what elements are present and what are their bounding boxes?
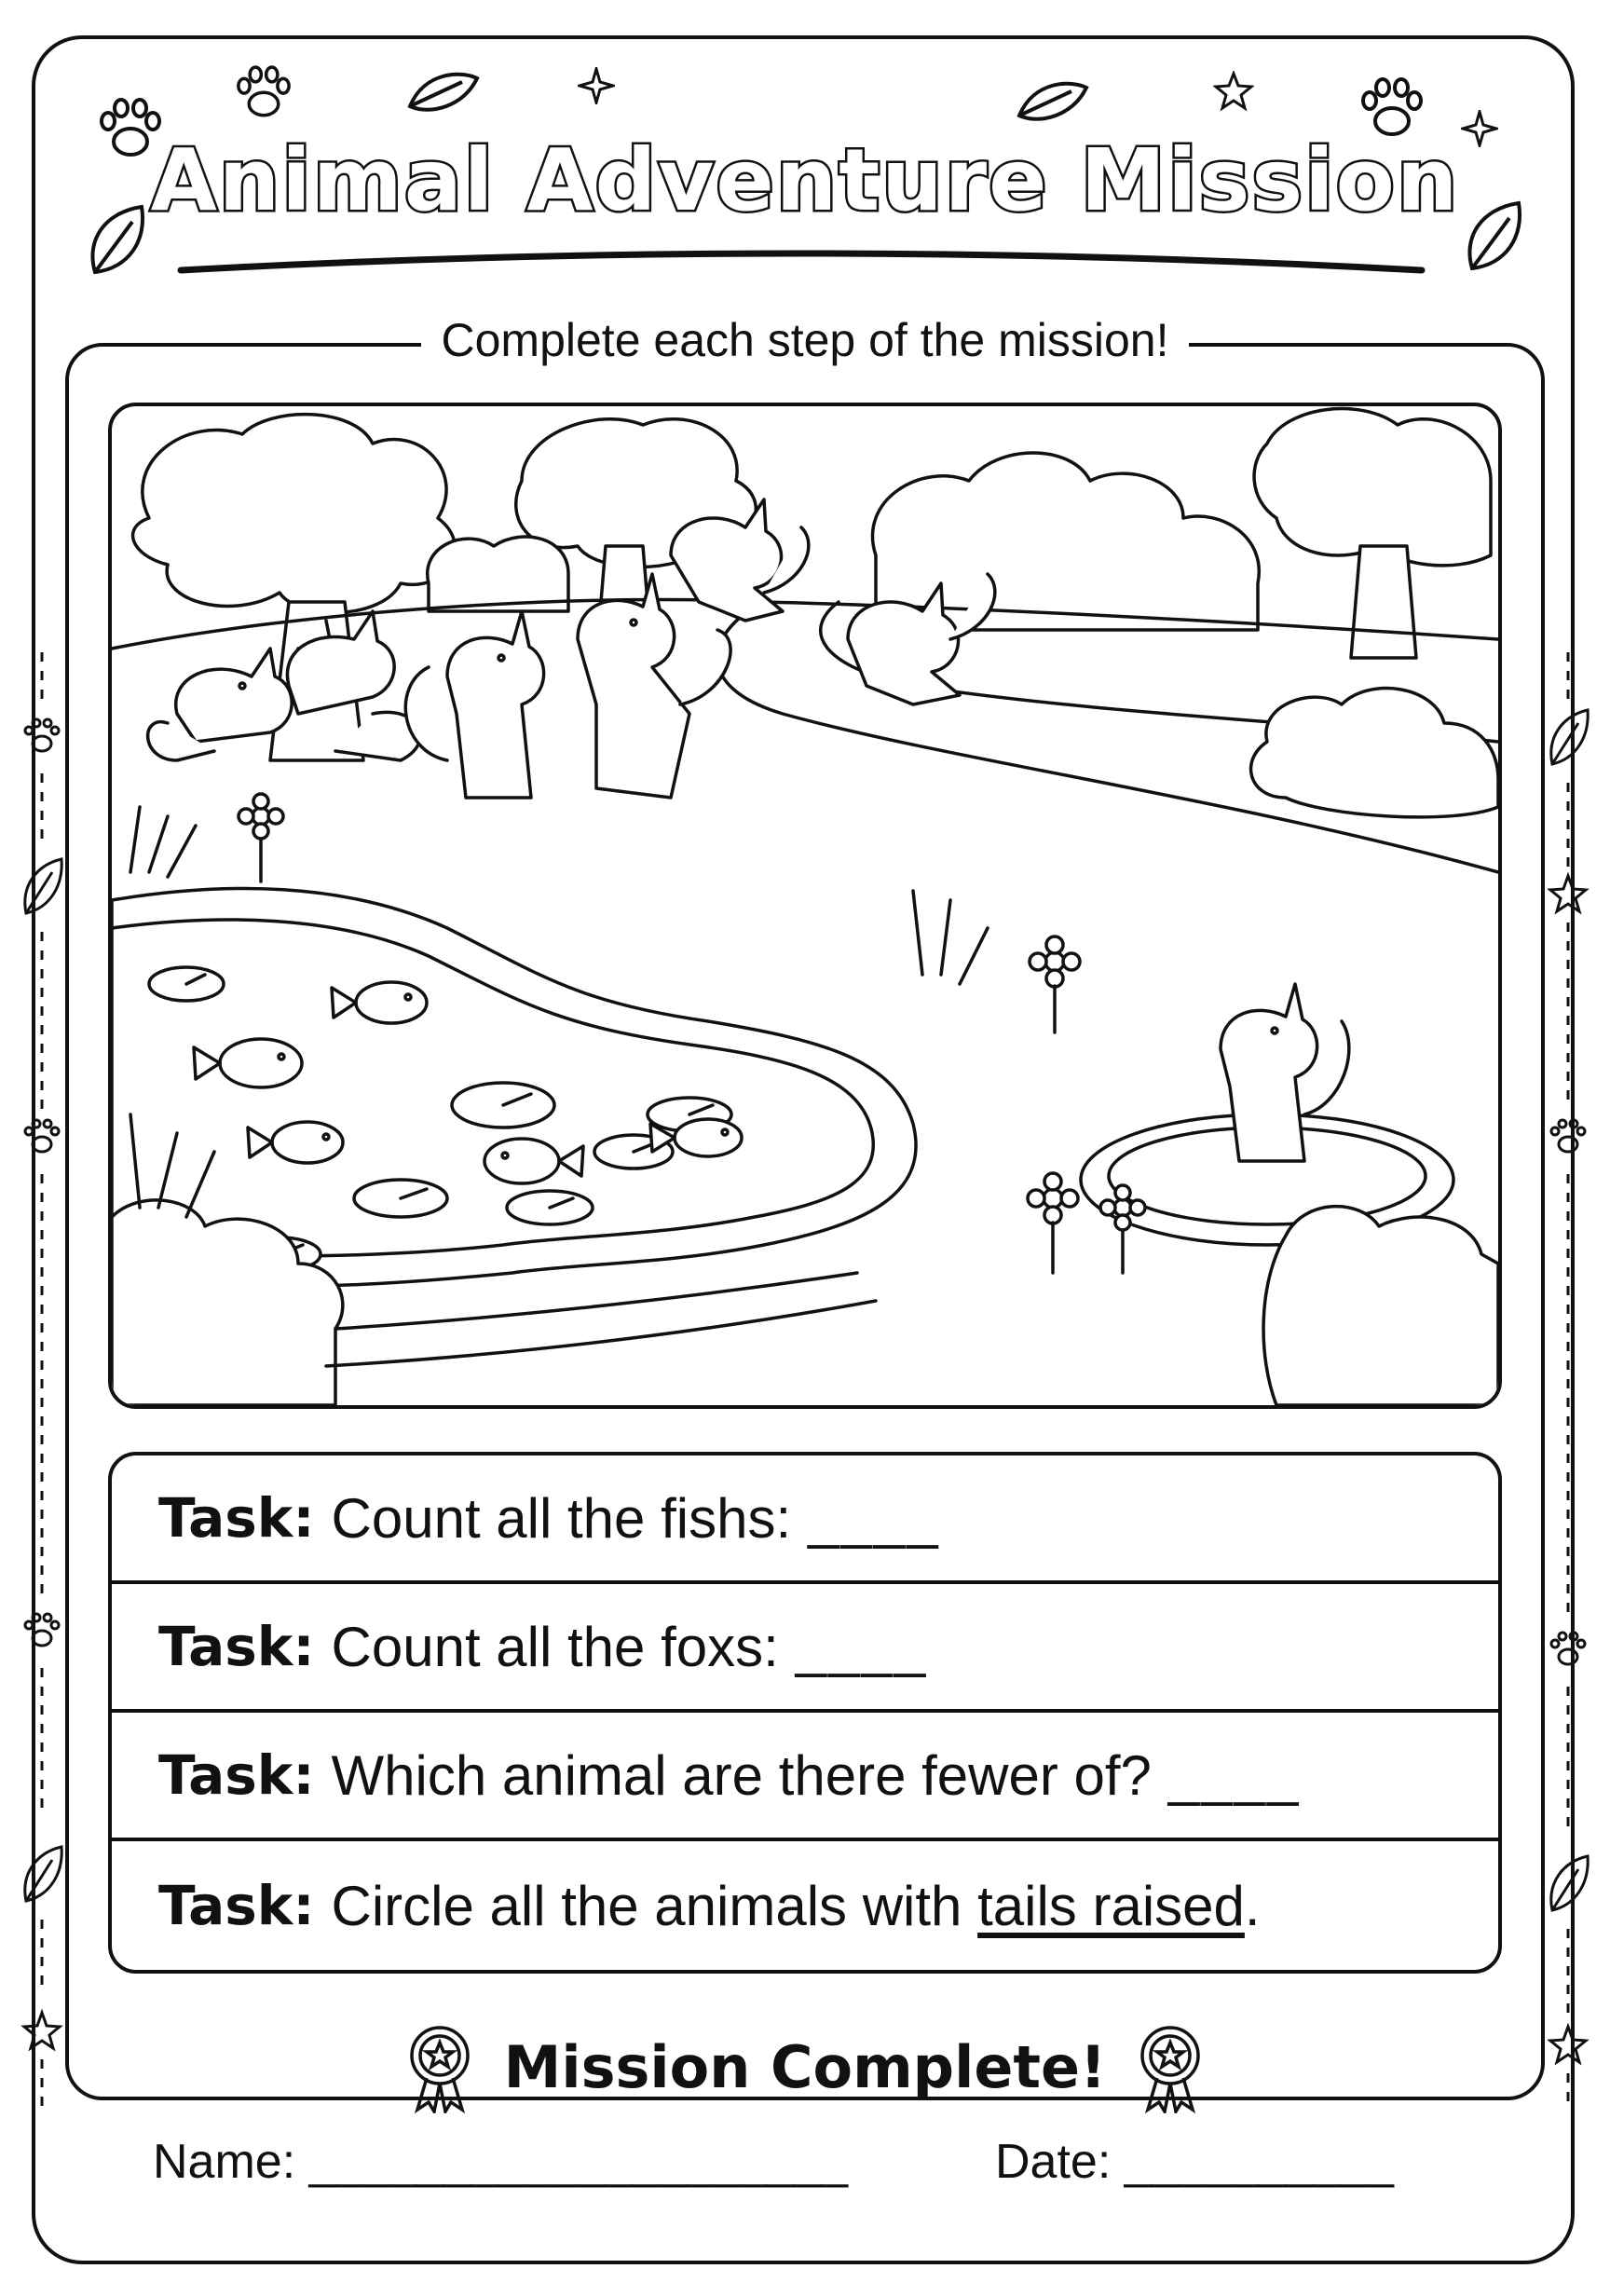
answer-blank[interactable]: ____ — [795, 1615, 928, 1678]
subtitle-area — [0, 313, 1610, 367]
star-icon — [1213, 71, 1254, 112]
title-underline — [177, 242, 1426, 280]
flower-icon — [239, 794, 283, 882]
lily-pad-icon — [149, 967, 224, 1001]
task-label: Task: — [158, 1615, 315, 1678]
date-field[interactable]: __________ — [1124, 2135, 1394, 2189]
flower-icon — [1030, 936, 1080, 1032]
answer-blank[interactable]: ____ — [808, 1486, 940, 1550]
paw-icon — [231, 62, 296, 127]
answer-blank[interactable]: ____ — [1167, 1743, 1301, 1807]
lily-pad-icon — [507, 1191, 593, 1224]
subtitle: Complete each step of the mission! — [421, 313, 1190, 367]
name-label: Name: — [153, 2135, 296, 2189]
fox-icon — [578, 574, 730, 798]
task-text: Circle all the animals with — [331, 1874, 962, 1937]
task-circle-tails — [112, 1841, 1498, 1970]
footer — [153, 2134, 1457, 2190]
right-border-decorations — [1535, 652, 1601, 2106]
flower-icon — [1028, 1173, 1078, 1273]
task-text: Count all the foxs: — [331, 1615, 779, 1678]
mission-complete-area — [0, 2020, 1610, 2113]
task-label: Task: — [158, 1486, 315, 1550]
medal-icon — [402, 2020, 477, 2113]
medal-icon — [1133, 2020, 1208, 2113]
task-list — [108, 1452, 1502, 1974]
task-label: Task: — [158, 1743, 315, 1807]
date-group — [995, 2134, 1394, 2190]
name-field[interactable]: ____________________ — [308, 2135, 849, 2189]
date-label: Date: — [995, 2135, 1112, 2189]
park-scene-illustration — [108, 403, 1502, 1409]
title-area — [0, 130, 1610, 230]
sparkle-icon — [578, 67, 615, 104]
mission-complete-text: Mission Complete! — [503, 2032, 1107, 2101]
task-count-fish — [112, 1456, 1498, 1584]
fox-icon — [148, 649, 293, 760]
lily-pad-icon — [452, 1083, 554, 1128]
lily-pad-icon — [354, 1180, 447, 1217]
task-text: Which animal are there fewer of? — [331, 1743, 1152, 1807]
task-count-foxes — [112, 1584, 1498, 1713]
tree-icon — [1254, 409, 1491, 658]
bush-icon — [428, 537, 568, 611]
bush-icon — [1251, 689, 1498, 817]
task-emphasis: tails raised — [977, 1874, 1245, 1937]
task-text: Count all the fishs: — [331, 1486, 792, 1550]
leaf-icon — [406, 69, 481, 116]
bush-icon — [1263, 1207, 1498, 1405]
leaf-icon — [1016, 78, 1090, 125]
page-title: Animal Adventure Mission — [150, 130, 1460, 230]
task-label: Task: — [158, 1874, 315, 1937]
fox-icon — [405, 611, 543, 798]
task-text-end: . — [1244, 1874, 1261, 1937]
task-fewer-animal — [112, 1713, 1498, 1841]
